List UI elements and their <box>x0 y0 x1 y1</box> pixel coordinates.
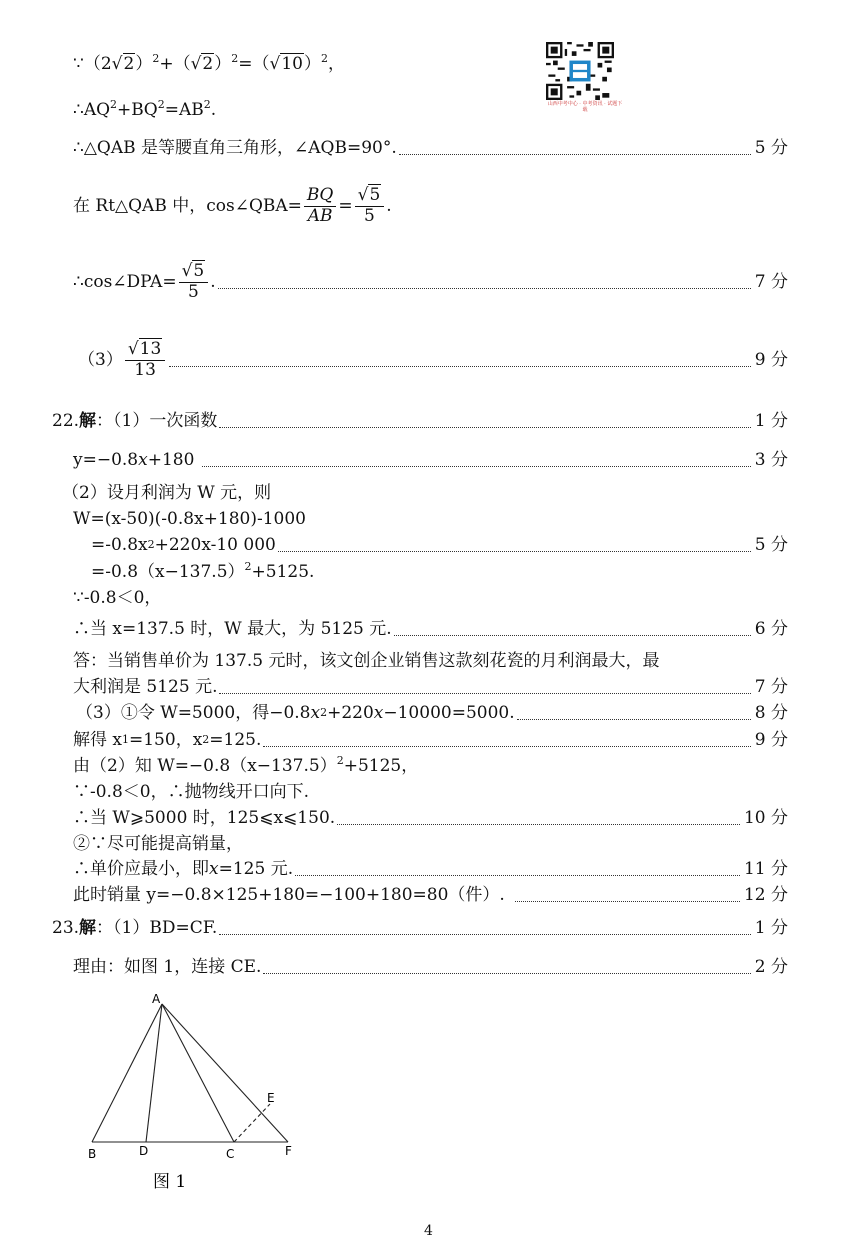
score-label: 6 分 <box>754 619 788 639</box>
segment-ab <box>92 1004 162 1142</box>
score-label: 11 分 <box>743 859 788 879</box>
segment-ad <box>146 1004 162 1142</box>
score-label: 7 分 <box>754 272 788 293</box>
equation-pythagoras: $\therefore AQ^2+BQ^2=AB^2$. <box>73 98 217 120</box>
solution-line: （2）设月利润为 W 元，则 <box>62 483 272 503</box>
solution-line: ∴△QAB 是等腰直角三角形，∠AQB=90°. 5 分 <box>73 138 788 158</box>
segment-af <box>162 1004 288 1142</box>
solution-line: 理由：如图 1，连接 CE. 2 分 <box>73 957 788 977</box>
solution-line: W=(x-50)(-0.8x+180)-1000 <box>73 509 306 529</box>
solution-line: ②∵尽可能提高销量， <box>73 834 243 854</box>
solution-line: =-0.8x 2 +220x-10 000 5 分 <box>91 535 788 555</box>
score-label: 1 分 <box>754 918 788 938</box>
solution-line: 此时销量 y=−0.8×125+180=−100+180=80（件）. 12 分 <box>73 885 788 905</box>
solution-line: 由（2）知 $W=-0.8(x-137.5)^2+5125$， <box>73 754 419 776</box>
answer-line: 答：当销售单价为 137.5 元时，该文创企业销售这款刻花瓷的月利润最大，最 <box>73 651 660 671</box>
fraction: $\frac{√13}{13}$ <box>125 340 165 380</box>
label-a: A <box>152 992 161 1006</box>
solution-line: ∴当 x=137.5 时，W 最大，为 5125 元. 6 分 <box>73 619 788 639</box>
page-number: 4 <box>424 1223 433 1239</box>
cos-qba-line: 在 Rt△QAB 中，cos∠QBA= $\frac{BQ}{AB}$ = $\frac{√5}{5}$ . <box>73 185 392 226</box>
score-label: 5 分 <box>754 138 788 158</box>
fraction: $\frac{√5}{5}$ <box>355 186 385 226</box>
fraction: $\frac{√5}{5}$ <box>179 262 209 302</box>
part3-answer-line: （3） $\frac{√13}{13}$ 9 分 <box>78 339 788 380</box>
label-e: E <box>267 1091 275 1105</box>
label-f: F <box>285 1144 292 1158</box>
score-label: 7 分 <box>754 677 788 697</box>
solution-line: （3）①令 W=5000，得−0.8 x 2 +220 x −10000=5000. 8 分 <box>76 703 788 723</box>
score-label: 3 分 <box>754 450 788 470</box>
score-label: 9 分 <box>754 730 788 750</box>
score-label: 12 分 <box>743 885 788 905</box>
equation-sqrt-sum: $\because(2√2)^2+(√2)^2=(√10)^2$， <box>73 52 345 74</box>
solution-line: ∵-0.8＜0，∴抛物线开口向下. <box>73 782 309 802</box>
score-label: 5 分 <box>754 535 788 555</box>
score-label: 8 分 <box>754 703 788 723</box>
segment-ac <box>162 1004 234 1142</box>
label-b: B <box>88 1147 97 1161</box>
cos-dpa-line: ∴cos∠DPA= $\frac{√5}{5}$ . 7 分 <box>73 261 788 302</box>
question-23-heading: 23. 解 ：（1）BD=CF. 1 分 <box>52 918 788 938</box>
solution-line: ∵-0.8＜0， <box>73 588 162 608</box>
geometry-figure-1 <box>80 990 310 1200</box>
question-22-heading: 22. 解 ：（1）一次函数 1 分 <box>52 411 788 431</box>
solution-line: $=-0.8(x-137.5)^2+5125$. <box>91 560 315 582</box>
segment-ce <box>234 1104 270 1142</box>
score-label: 1 分 <box>754 411 788 431</box>
label-c: C <box>226 1147 235 1161</box>
score-label: 9 分 <box>754 350 788 371</box>
score-label: 10 分 <box>743 808 788 828</box>
label-d: D <box>139 1144 149 1158</box>
qr-code-image <box>546 42 614 100</box>
solution-line: 解得 x 1 =150，x 2 =125. 9 分 <box>73 730 788 750</box>
qr-caption: 山西中考中心 · 中考资讯 · 试题下载 <box>547 101 623 113</box>
solution-line: y=−0.8 x +180 3 分 <box>73 450 788 470</box>
fraction: $\frac{BQ}{AB}$ <box>304 186 336 226</box>
solution-line: ∴当 W⩾5000 时，125⩽x⩽150. 10 分 <box>73 808 788 828</box>
answer-line: 大利润是 5125 元. 7 分 <box>73 677 788 697</box>
score-label: 2 分 <box>754 957 788 977</box>
figure-caption: 图 1 <box>153 1172 187 1192</box>
solution-line: ∴单价应最小，即 x =125 元. 11 分 <box>73 859 788 879</box>
